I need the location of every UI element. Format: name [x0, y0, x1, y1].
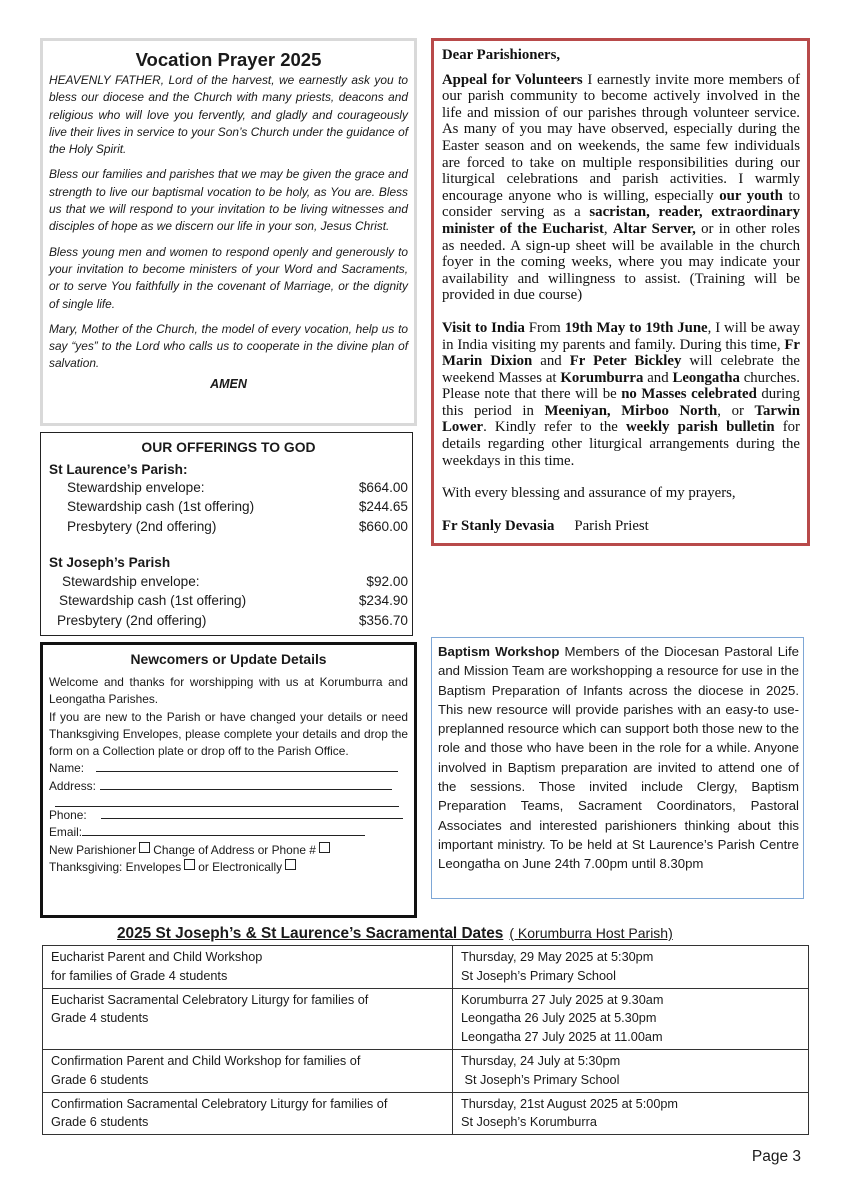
- prayer-title: Vocation Prayer 2025: [135, 49, 322, 70]
- parishioner-options: New Parishioner Change of Address or Phone #: [49, 842, 408, 859]
- event-cell: Eucharist Parent and Child Workshop for families of Grade 4 students: [43, 946, 453, 989]
- letter-blessing: With every blessing and assurance of my prayers,: [442, 485, 736, 502]
- offering-row: Presbytery (2nd offering) $356.70: [57, 612, 408, 628]
- offerings-title: OUR OFFERINGS TO GOD: [141, 439, 316, 455]
- table-row: [43, 946, 809, 989]
- newcomers-intro-1: Welcome and thanks for worshipping with us at Korumburra and Leongatha Parishes.: [49, 675, 408, 707]
- date-cell: Thursday, 24 July at 5:30pm St Joseph’s Primary School: [453, 1049, 809, 1092]
- offering-row: Stewardship envelope: $664.00: [67, 480, 408, 496]
- page-number: Page 3: [751, 1148, 801, 1165]
- change-address-checkbox[interactable]: [319, 842, 330, 853]
- baptism-workshop-box: [431, 637, 804, 899]
- letter-signature: Fr Stanly Devasia Parish Priest: [442, 517, 649, 534]
- table-row: [43, 988, 809, 1049]
- letter-greeting: Dear Parishioners,: [442, 47, 561, 63]
- letter-india-paragraph: Visit to India From 19th May to 19th June, I will be away in India visiting my parents and family. During this time, Fr Marin Dixion and Fr Peter Bickley will celebrate the weekend Masses at Korumburra and Leongatha churches. Please note that there will be no Masses celebrated during this period in Meeniyan, Mirboo North, or Tarwin Lower. Kindly refer to the weekly parish bulletin for details regarding other liturgical arrangements during the weekdays in this time.: [442, 319, 801, 469]
- date-cell: Thursday, 21st August 2025 at 5:00pm St Joseph’s Korumburra: [453, 1092, 809, 1135]
- envelopes-checkbox[interactable]: [184, 859, 195, 870]
- sacramental-title: 2025 St Joseph’s & St Laurence’s Sacramental Dates ( Korumburra Host Parish): [117, 925, 673, 942]
- event-cell: Confirmation Sacramental Celebratory Liturgy for families of Grade 6 students: [43, 1092, 453, 1135]
- date-cell: Thursday, 29 May 2025 at 5:30pm St Joseph’s Primary School: [453, 946, 809, 989]
- name-field[interactable]: Name:: [49, 760, 408, 777]
- parish-heading: St Joseph’s Parish: [49, 555, 171, 571]
- address-field[interactable]: Address:: [49, 778, 408, 795]
- vocation-prayer-box: [40, 38, 417, 426]
- electronically-checkbox[interactable]: [285, 859, 296, 870]
- baptism-heading: Baptism Workshop: [438, 644, 560, 659]
- address-field-line-2[interactable]: [49, 795, 408, 807]
- table-row: [43, 1049, 809, 1092]
- letter-volunteers-paragraph: Appeal for Volunteers I earnestly invite more members of our parish community to become actively involved in the life and mission of our parishes through volunteer service. As many of you may have observed, especially during the Easter season and on weekends, the same few individuals are forced to take on multiple responsibilities during our liturgical celebrations and parish activities. I warmly encourage anyone who is willing, especially our youth to consider serving as a sacristan, reader, extraordinary minister of the Eucharist, Altar Server, or in other roles as needed. A sign-up sheet will be available in the church foyer in the coming weeks, where you may indicate your availability and willingness to assist. (Training will be provided in due course): [442, 71, 800, 304]
- parish-heading: St Laurence’s Parish:: [49, 461, 188, 477]
- newcomers-form-box: [40, 642, 417, 918]
- new-parishioner-checkbox[interactable]: [139, 842, 150, 853]
- email-field[interactable]: Email:: [49, 824, 408, 841]
- offerings-box: [40, 432, 413, 636]
- offering-row: Stewardship cash (1st offering) $234.90: [59, 593, 408, 609]
- table-row: [43, 1092, 809, 1135]
- parish-letter-box: [431, 38, 810, 546]
- date-cell: Korumburra 27 July 2025 at 9.30am Leongatha 26 July 2025 at 5.30pm Leongatha 27 July 2025 at 11.00am: [453, 988, 809, 1049]
- prayer-paragraph-4: Mary, Mother of the Church, the model of every vocation, help us to say “yes” to the Lord who calls us to cooperate in the divine plan of salvation.: [49, 321, 408, 371]
- thanksgiving-options: Thanksgiving: Envelopes or Electronically: [49, 859, 408, 876]
- prayer-amen: AMEN: [210, 376, 247, 391]
- newcomers-intro-2: If you are new to the Parish or have changed your details or need Thanksgiving Envelopes, please complete your details and drop the form on a Collection plate or drop off to the Parish Office.: [49, 709, 408, 759]
- newcomers-title: Newcomers or Update Details: [130, 651, 327, 667]
- offering-row: Stewardship cash (1st offering) $244.65: [67, 499, 408, 515]
- event-cell: Confirmation Parent and Child Workshop for families of Grade 6 students: [43, 1049, 453, 1092]
- phone-field[interactable]: Phone:: [49, 807, 408, 824]
- prayer-paragraph-3: Bless young men and women to respond openly and generously to your invitation to become ministers of your Word and Sacraments, or to serve You faithfully in the covenant of Marriage, or the dignity of single life.: [49, 244, 408, 311]
- baptism-body: Members of the Diocesan Pastoral Life and Mission Team are workshopping a resource for use in the Baptism Preparation of Infants across the diocese in 2025. This new resource will provide parishes with an easy-to use-preplanned resource which can support both those new to the role and those who have been in the role for a while. Anyone involved in Baptism preparation are invited to attend one of the sessions. Those invited include Clergy, Baptism Preparation Teams, Sacrament Coordinators, Pastoral Associates and interested parishioners thinking about this important ministry. To be held at St Laurence’s Parish Centre Leongatha on June 24th 7.00pm until 8.30pm: [438, 644, 799, 872]
- sacramental-dates-table: [42, 945, 809, 1135]
- offering-row: Stewardship envelope: $92.00: [62, 574, 408, 590]
- prayer-paragraph-1: HEAVENLY FATHER, Lord of the harvest, we earnestly ask you to bless our diocese and the Church with many priests, deacons and religious who will love you fervently, and gladly and courageously live their lives in service to your Son’s Church under the guidance of the Holy Spirit.: [49, 73, 408, 157]
- offering-row: Presbytery (2nd offering) $660.00: [67, 518, 408, 534]
- event-cell: Eucharist Sacramental Celebratory Liturgy for families of Grade 4 students: [43, 988, 453, 1049]
- prayer-paragraph-2: Bless our families and parishes that we may be given the grace and strength to live our baptismal vocation to be holy, as You are. Bless us that we will respond to your invitation to be living witnesses and disciples of hope as we discern our life in your son, Jesus Christ.: [49, 167, 408, 234]
